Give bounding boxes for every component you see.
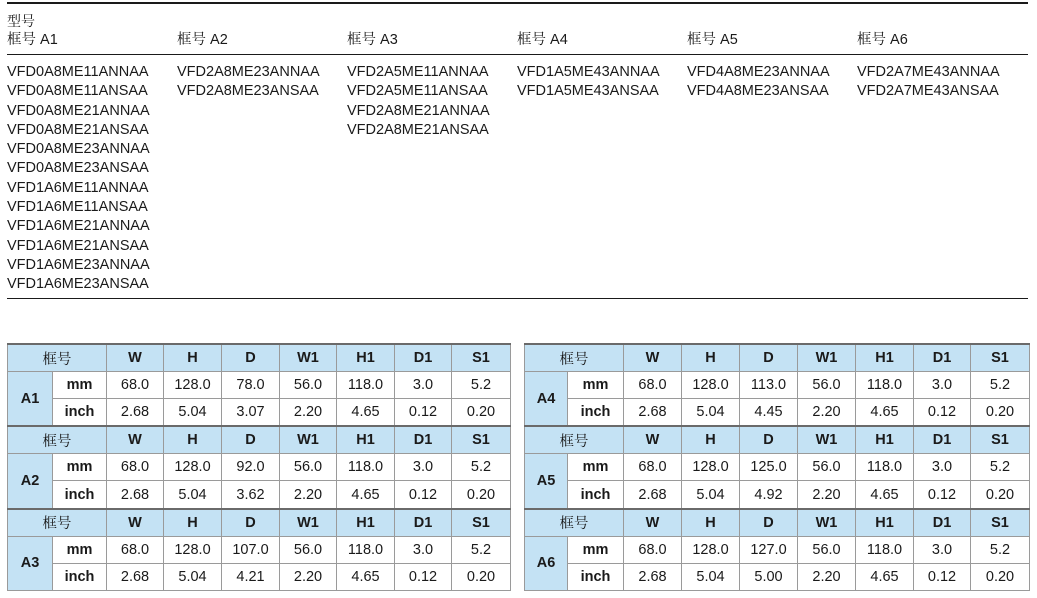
dimension-header-row: [8, 426, 511, 454]
value-cell: 113.0: [740, 372, 798, 399]
dimension-column-header: D: [222, 344, 280, 372]
value-cell: 0.20: [971, 563, 1030, 590]
dimension-column-header: S1: [452, 426, 511, 454]
value-cell: 127.0: [740, 536, 798, 563]
value-cell: 5.2: [971, 454, 1030, 481]
table-row: [525, 481, 1030, 509]
unit-cell: inch: [53, 399, 107, 427]
value-cell: 2.20: [798, 399, 856, 427]
model-number: VFD0A8ME11ANNAA: [7, 64, 149, 80]
value-cell: 68.0: [107, 372, 164, 399]
dimension-column-header: H1: [337, 344, 395, 372]
unit-cell: mm: [53, 454, 107, 481]
dimension-column-header: W1: [280, 344, 337, 372]
dimension-column-header: D1: [395, 344, 452, 372]
table-row: [525, 372, 1030, 399]
dimension-column-header: H: [682, 426, 740, 454]
value-cell: 4.21: [222, 563, 280, 590]
dimension-column-header: S1: [971, 426, 1030, 454]
dimension-column-header: D: [222, 426, 280, 454]
frame-column-header: 框号: [8, 509, 107, 537]
model-column-a1: [7, 63, 150, 295]
value-cell: 56.0: [280, 454, 337, 481]
value-cell: 0.12: [914, 481, 971, 509]
model-number: VFD0A8ME11ANSAA: [7, 83, 148, 100]
value-cell: 0.12: [395, 481, 452, 509]
value-cell: 0.12: [914, 399, 971, 427]
dimension-column-header: W: [107, 344, 164, 372]
dimension-column-header: H1: [337, 509, 395, 537]
model-table-header: [7, 4, 1028, 55]
value-cell: 56.0: [280, 372, 337, 399]
value-cell: 0.20: [971, 399, 1030, 427]
value-cell: 118.0: [337, 536, 395, 563]
frame-column-header: 框号: [8, 344, 107, 372]
dimension-column-header: D1: [914, 426, 971, 454]
dimension-column-header: S1: [971, 344, 1030, 372]
frame-cell: A5: [525, 454, 568, 509]
table-row: [525, 536, 1030, 563]
dimension-column-header: H1: [337, 426, 395, 454]
value-cell: 4.92: [740, 481, 798, 509]
dimension-column-header: D1: [914, 509, 971, 537]
unit-cell: mm: [53, 536, 107, 563]
value-cell: 128.0: [682, 454, 740, 481]
dimension-column-header: W: [624, 344, 682, 372]
model-number: VFD1A5ME43ANNAA: [517, 64, 660, 80]
value-cell: 128.0: [164, 454, 222, 481]
value-cell: 3.0: [914, 536, 971, 563]
value-cell: 78.0: [222, 372, 280, 399]
value-cell: 2.20: [280, 399, 337, 427]
table-row: [8, 536, 511, 563]
table-row: [525, 454, 1030, 481]
model-number: VFD4A8ME23ANSAA: [687, 83, 829, 100]
value-cell: 118.0: [337, 454, 395, 481]
value-cell: 2.20: [280, 563, 337, 590]
dimension-column-header: D1: [395, 426, 452, 454]
frame-header-a2: 框号 A2: [177, 32, 228, 48]
dimension-column-header: H: [682, 344, 740, 372]
value-cell: 0.20: [452, 481, 511, 509]
dimension-header-row: [8, 509, 511, 537]
frame-header-a5: 框号 A5: [687, 32, 738, 48]
dimension-column-header: W1: [280, 509, 337, 537]
dimension-column-header: W: [107, 509, 164, 537]
frame-cell: A1: [8, 372, 53, 427]
table-row: [8, 454, 511, 481]
frame-header-a1: 框号 A1: [7, 32, 58, 48]
value-cell: 68.0: [107, 536, 164, 563]
dimension-column-header: H: [682, 509, 740, 537]
model-number: VFD1A6ME23ANSAA: [7, 276, 149, 293]
model-number: VFD1A6ME23ANNAA: [7, 256, 150, 273]
value-cell: 5.04: [682, 481, 740, 509]
model-number: VFD0A8ME23ANNAA: [7, 141, 150, 158]
value-cell: 118.0: [337, 372, 395, 399]
value-cell: 107.0: [222, 536, 280, 563]
model-column-a5: [687, 63, 830, 102]
frame-cell: A6: [525, 536, 568, 590]
value-cell: 4.65: [337, 563, 395, 590]
frame-cell: A2: [8, 454, 53, 509]
unit-cell: mm: [568, 454, 624, 481]
dimension-column-header: H: [164, 426, 222, 454]
table-row: [8, 563, 511, 590]
model-number: VFD2A7ME43ANSAA: [857, 83, 999, 100]
model-number: VFD2A7ME43ANNAA: [857, 64, 1000, 80]
model-column-a3: [347, 63, 490, 140]
value-cell: 0.20: [452, 399, 511, 427]
value-cell: 4.65: [337, 481, 395, 509]
dimension-column-header: D: [740, 509, 798, 537]
model-column-a4: [517, 63, 660, 102]
model-number: VFD2A5ME11ANSAA: [347, 83, 488, 100]
model-number: VFD0A8ME23ANSAA: [7, 160, 149, 177]
value-cell: 4.65: [337, 399, 395, 427]
value-cell: 3.07: [222, 399, 280, 427]
dimension-column-header: D: [222, 509, 280, 537]
dimension-column-header: W1: [798, 344, 856, 372]
dimension-column-header: D1: [395, 509, 452, 537]
dimension-column-header: H1: [856, 344, 914, 372]
value-cell: 5.2: [452, 536, 511, 563]
table-row: [8, 399, 511, 427]
value-cell: 3.0: [914, 372, 971, 399]
value-cell: 2.68: [624, 481, 682, 509]
value-cell: 2.68: [107, 563, 164, 590]
dimension-column-header: H: [164, 344, 222, 372]
model-column-a2: [177, 63, 320, 102]
frame-header-a3: 框号 A3: [347, 32, 398, 48]
value-cell: 118.0: [856, 454, 914, 481]
dimension-column-header: S1: [452, 509, 511, 537]
dimension-table-left: [7, 343, 511, 591]
dimension-column-header: W: [624, 509, 682, 537]
value-cell: 2.20: [798, 481, 856, 509]
unit-cell: inch: [568, 481, 624, 509]
value-cell: 0.12: [395, 399, 452, 427]
dimension-column-header: W1: [798, 426, 856, 454]
value-cell: 56.0: [798, 536, 856, 563]
value-cell: 3.0: [395, 454, 452, 481]
value-cell: 128.0: [682, 536, 740, 563]
dimension-header-row: [8, 344, 511, 372]
frame-cell: A4: [525, 372, 568, 427]
dimension-column-header: D1: [914, 344, 971, 372]
type-label: 型号: [7, 13, 35, 29]
dimension-column-header: D: [740, 344, 798, 372]
value-cell: 128.0: [164, 372, 222, 399]
value-cell: 3.62: [222, 481, 280, 509]
value-cell: 5.2: [971, 372, 1030, 399]
frame-header-a6: 框号 A6: [857, 32, 908, 48]
value-cell: 3.0: [395, 536, 452, 563]
value-cell: 4.65: [856, 481, 914, 509]
value-cell: 125.0: [740, 454, 798, 481]
unit-cell: inch: [53, 563, 107, 590]
unit-cell: inch: [568, 399, 624, 427]
dimension-column-header: H1: [856, 509, 914, 537]
frame-column-header: 框号: [525, 509, 624, 537]
value-cell: 4.65: [856, 563, 914, 590]
value-cell: 4.65: [856, 399, 914, 427]
model-number: VFD1A5ME43ANSAA: [517, 83, 659, 100]
value-cell: 118.0: [856, 536, 914, 563]
value-cell: 5.04: [682, 399, 740, 427]
table-row: [525, 399, 1030, 427]
value-cell: 92.0: [222, 454, 280, 481]
value-cell: 5.00: [740, 563, 798, 590]
value-cell: 3.0: [395, 372, 452, 399]
value-cell: 3.0: [914, 454, 971, 481]
value-cell: 2.68: [624, 563, 682, 590]
dimension-header-row: [525, 426, 1030, 454]
dimension-header-row: [525, 344, 1030, 372]
value-cell: 5.04: [164, 481, 222, 509]
value-cell: 68.0: [107, 454, 164, 481]
model-table-body: [7, 55, 1028, 299]
value-cell: 68.0: [624, 372, 682, 399]
value-cell: 0.12: [395, 563, 452, 590]
value-cell: 5.2: [452, 454, 511, 481]
table-row: [8, 481, 511, 509]
model-number: VFD1A6ME21ANSAA: [7, 237, 149, 254]
value-cell: 56.0: [798, 454, 856, 481]
dimension-column-header: W1: [798, 509, 856, 537]
value-cell: 128.0: [164, 536, 222, 563]
model-column-a6: [857, 63, 1000, 102]
frame-column-header: 框号: [8, 426, 107, 454]
model-number: VFD1A6ME21ANNAA: [7, 218, 150, 235]
dimension-column-header: W1: [280, 426, 337, 454]
model-table: [7, 2, 1028, 299]
value-cell: 128.0: [682, 372, 740, 399]
model-number: VFD0A8ME21ANNAA: [7, 102, 150, 119]
model-number: VFD1A6ME11ANNAA: [7, 179, 149, 196]
dimension-column-header: H: [164, 509, 222, 537]
value-cell: 5.2: [971, 536, 1030, 563]
unit-cell: mm: [53, 372, 107, 399]
frame-cell: A3: [8, 536, 53, 590]
value-cell: 5.04: [164, 399, 222, 427]
model-number: VFD1A6ME11ANSAA: [7, 199, 148, 216]
dimension-header-row: [525, 509, 1030, 537]
dimension-column-header: D: [740, 426, 798, 454]
value-cell: 68.0: [624, 536, 682, 563]
table-row: [525, 563, 1030, 590]
value-cell: 118.0: [856, 372, 914, 399]
dimension-column-header: H1: [856, 426, 914, 454]
model-number: VFD2A8ME21ANNAA: [347, 102, 490, 119]
dimension-column-header: W: [107, 426, 164, 454]
dimension-column-header: S1: [971, 509, 1030, 537]
value-cell: 5.04: [682, 563, 740, 590]
value-cell: 68.0: [624, 454, 682, 481]
model-number: VFD2A5ME11ANNAA: [347, 64, 489, 80]
dimension-column-header: S1: [452, 344, 511, 372]
value-cell: 5.04: [164, 563, 222, 590]
model-number: VFD0A8ME21ANSAA: [7, 121, 149, 138]
value-cell: 2.68: [107, 481, 164, 509]
value-cell: 56.0: [798, 372, 856, 399]
value-cell: 2.68: [624, 399, 682, 427]
frame-column-header: 框号: [525, 426, 624, 454]
unit-cell: inch: [53, 481, 107, 509]
dimension-table-right: [524, 343, 1030, 591]
frame-header-a4: 框号 A4: [517, 32, 568, 48]
value-cell: 2.20: [280, 481, 337, 509]
model-number: VFD2A8ME21ANSAA: [347, 121, 489, 138]
dimension-column-header: W: [624, 426, 682, 454]
value-cell: 4.45: [740, 399, 798, 427]
value-cell: 0.12: [914, 563, 971, 590]
frame-column-header: 框号: [525, 344, 624, 372]
model-number: VFD2A8ME23ANSAA: [177, 83, 319, 100]
table-row: [8, 372, 511, 399]
unit-cell: mm: [568, 372, 624, 399]
unit-cell: mm: [568, 536, 624, 563]
model-number: VFD4A8ME23ANNAA: [687, 64, 830, 80]
value-cell: 56.0: [280, 536, 337, 563]
unit-cell: inch: [568, 563, 624, 590]
value-cell: 2.68: [107, 399, 164, 427]
value-cell: 0.20: [971, 481, 1030, 509]
value-cell: 0.20: [452, 563, 511, 590]
value-cell: 2.20: [798, 563, 856, 590]
value-cell: 5.2: [452, 372, 511, 399]
model-number: VFD2A8ME23ANNAA: [177, 64, 320, 80]
